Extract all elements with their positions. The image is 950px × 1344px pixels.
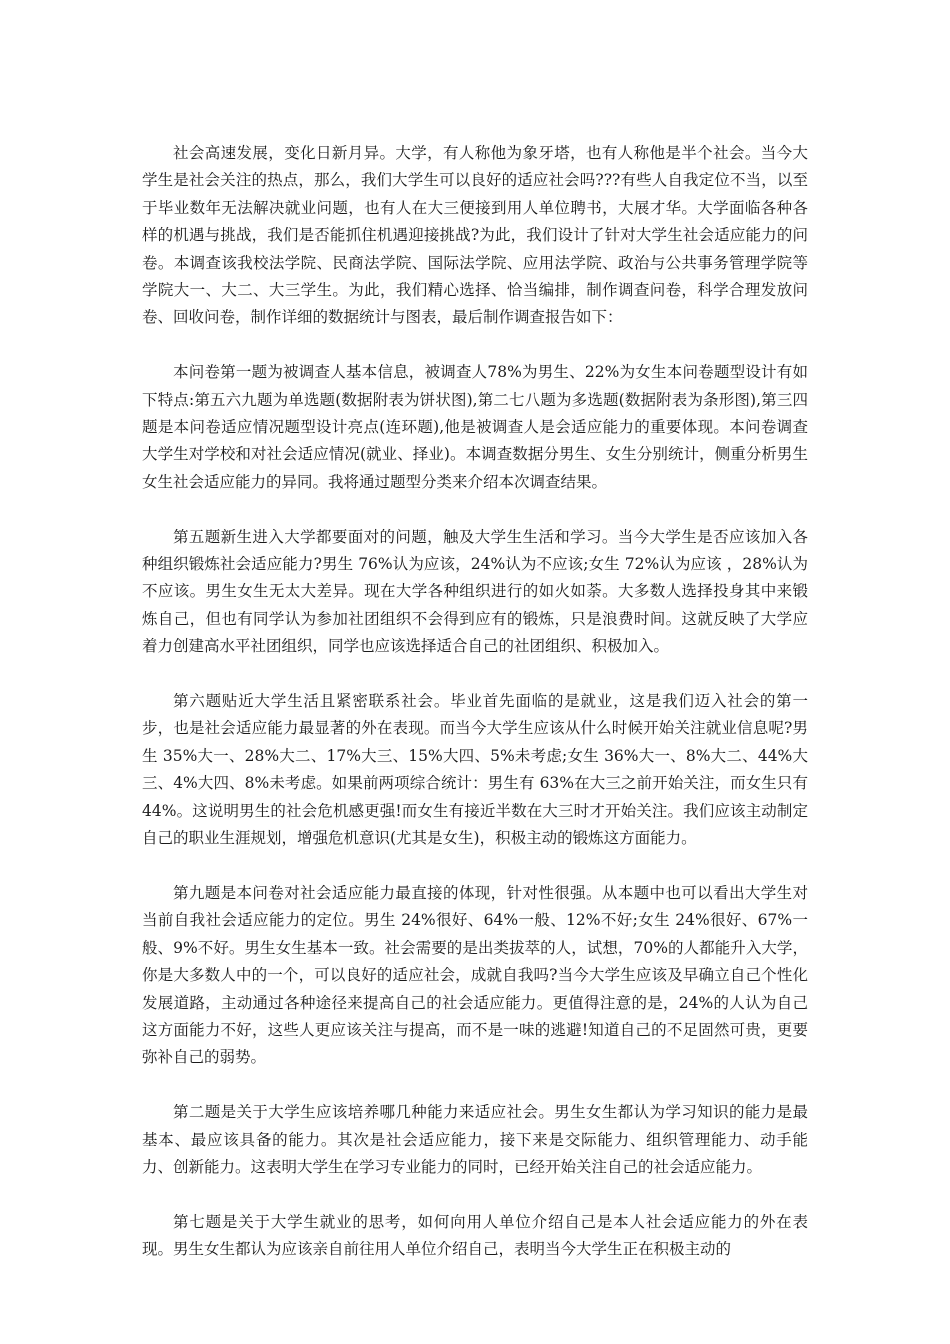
- document-body: [142, 140, 808, 1291]
- paragraph-question-6: 第六题贴近大学生活且紧密联系社会。毕业首先面临的是就业，这是我们迈入社会的第一步，也是社会适应能力最显著的外在表现。而当今大学生应该从什么时候开始关注就业信息呢?男生 35%大一、28%大二、17%大三、15%大四、5%未考虑;女生 36%大一、8%大二、44%大三、4%大四、8%未考虑。如果前两项综合统计：男生有 63%在大三之前开始关注，而女生只有 44%。这说明男生的社会危机感更强!而女生有接近半数在大三时才开始关注。我们应该主动制定自己的职业生涯规划，增强危机意识(尤其是女生)，积极主动的锻炼这方面能力。: [142, 692, 808, 848]
- paragraph-question-1-overview: 本问卷第一题为被调查人基本信息，被调查人78%为男生、22%为女生本问卷题型设计有如下特点:第五六九题为单选题(数据附表为饼状图),第二七八题为多选题(数据附表为条形图),第三四题是本问卷适应情况题型设计亮点(连环题),他是被调查人是会适应能力的重要体现。本问卷调查大学生对学校和对社会适应情况(就业、择业)。本调查数据分男生、女生分别统计，侧重分析男生女生社会适应能力的异同。我将通过题型分类来介绍本次调查结果。: [142, 363, 808, 491]
- paragraph-question-5: 第五题新生进入大学都要面对的问题，触及大学生生活和学习。当今大学生是否应该加入各种组织锻炼社会适应能力?男生 76%认为应该，24%认为不应该;女生 72%认为应该 ，28%认为不应该。男生女生无太大差异。现在大学各种组织进行的如火如荼。大多数人选择投身其中来锻炼自己，但也有同学认为参加社团组织不会得到应有的锻炼，只是浪费时间。这就反映了大学应着力创建高水平社团组织，同学也应该选择适合自己的社团组织、积极加入。: [142, 527, 808, 656]
- paragraph-intro: 社会高速发展，变化日新月异。大学，有人称他为象牙塔，也有人称他是半个社会。当今大学生是社会关注的热点，那么，我们大学生可以良好的适应社会吗???有些人自我定位不当，以至于毕业数年无法解决就业问题，也有人在大三便接到用人单位聘书，大展才华。大学面临各种各样的机遇与挑战，我们是否能抓住机遇迎接挑战?为此，我们设计了针对大学生社会适应能力的问卷。本调查该我校法学院、民商法学院、国际法学院、应用法学院、政治与公共事务管理学院等学院大一、大二、大三学生。为此，我们精心选择、恰当编排，制作调查问卷，科学合理发放问卷、回收问卷，制作详细的数据统计与图表，最后制作调查报告如下：: [142, 144, 808, 327]
- paragraph-question-2: 第二题是关于大学生应该培养哪几种能力来适应社会。男生女生都认为学习知识的能力是最基本、最应该具备的能力。其次是社会适应能力，接下来是交际能力、组织管理能力、动手能力、创新能力。这表明大学生在学习专业能力的同时，已经开始关注自己的社会适应能力。: [142, 1103, 808, 1176]
- paragraph-question-9: 第九题是本问卷对社会适应能力最直接的体现，针对性很强。从本题中也可以看出大学生对当前自我社会适应能力的定位。男生 24%很好、64%一般、12%不好;女生 24%很好、67%一般、9%不好。男生女生基本一致。社会需要的是出类拔萃的人，试想，70%的人都能升入大学，你是大多数人中的一个，可以良好的适应社会，成就自我吗?当今大学生应该及早确立自己个性化发展道路，主动通过各种途径来提高自己的社会适应能力。更值得注意的是，24%的人认为自己这方面能力不好，这些人更应该关注与提高，而不是一味的逃避!知道自己的不足固然可贵，更要弥补自己的弱势。: [142, 883, 808, 1067]
- paragraph-question-7: 第七题是关于大学生就业的思考，如何向用人单位介绍自己是本人社会适应能力的外在表现。男生女生都认为应该亲自前往用人单位介绍自己，表明当今大学生正在积极主动的: [142, 1212, 808, 1259]
